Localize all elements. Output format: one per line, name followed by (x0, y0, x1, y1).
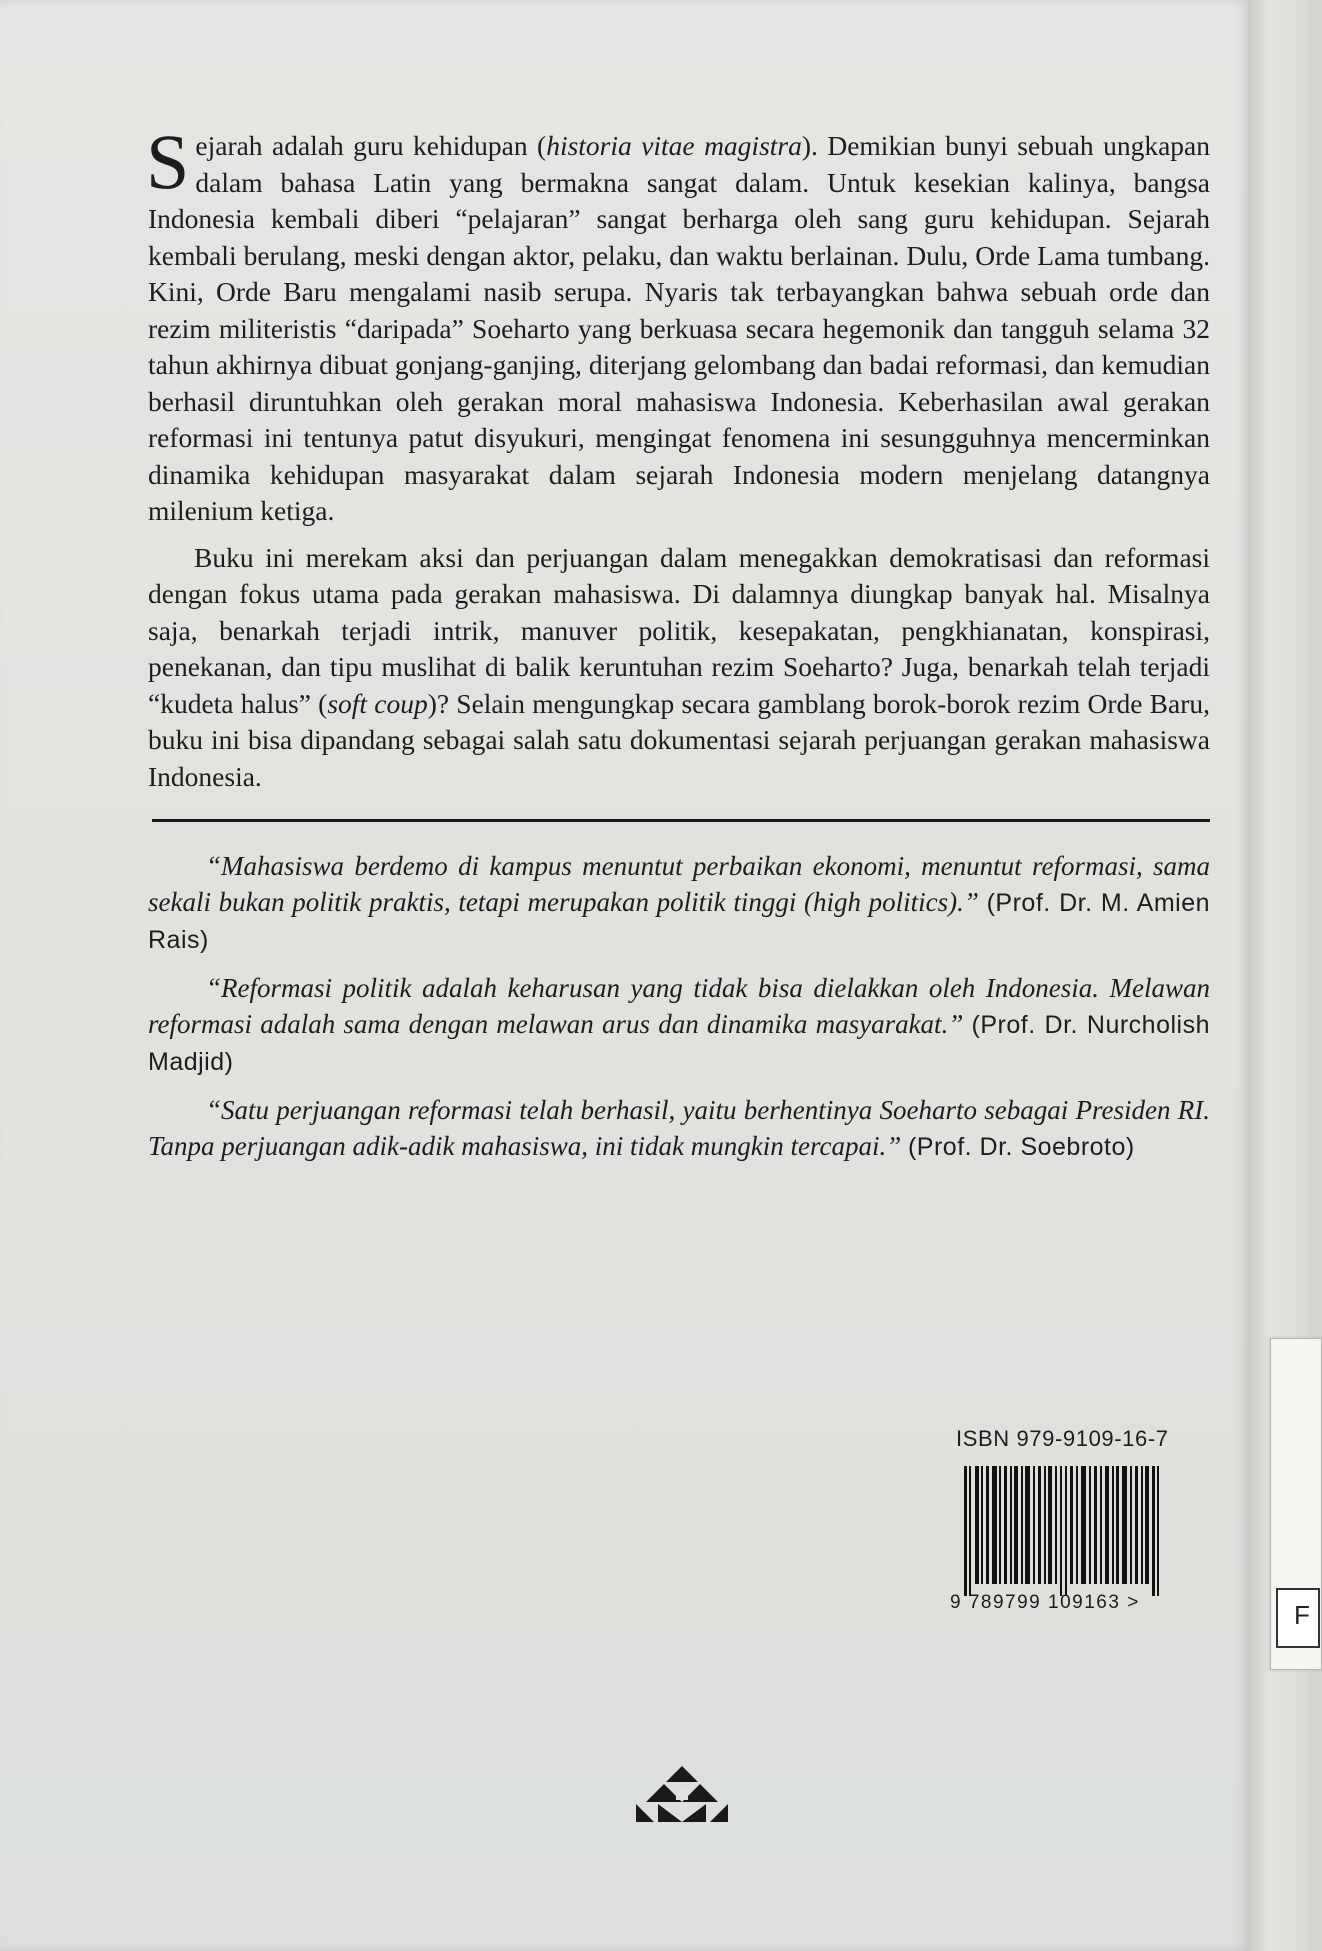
publisher-logo-icon (632, 1764, 732, 1824)
para2-italic: soft coup (327, 687, 428, 719)
quote-source: (Prof. Dr. M. Amien Rais) (148, 889, 1211, 954)
quote-text: “Mahasiswa berdemo di kampus menuntut perbaikan ekonomi, menuntut reformasi, sama sekali bukan politik praktis, tetapi merupakan politik tinggi (high politics).” (148, 851, 1210, 917)
para2-text-b: )? Selain mengungkap secara gamblang borok-borok rezim Orde Baru, buku ini bisa dipandang sebagai salah satu dokumentasi sejarah perjuangan gerakan mahasiswa Indonesia. (148, 687, 1210, 792)
quote-soebroto (148, 1092, 1210, 1165)
barcode-icon (950, 1466, 1190, 1624)
library-label-char: F (1294, 1600, 1310, 1630)
quote-amien-rais (148, 848, 1210, 958)
quote-text: “Satu perjuangan reformasi telah berhasil, yaitu berhentinya Soeharto sebagai Presiden RI. Tanpa perjuangan adik-adik mahasiswa, ini tidak mungkin tercapai.” (148, 1095, 1210, 1161)
drop-cap: S (146, 118, 190, 205)
barcode-digits: 9 789799 109163 > (950, 1592, 1140, 1613)
quote-text: “Reformasi politik adalah keharusan yang tidak bisa dielakkan oleh Indonesia. Melawan reformasi adalah sama dengan melawan arus dan dinamika masyarakat.” (148, 973, 1210, 1039)
quote-source: (Prof. Dr. Soebroto) (907, 1133, 1135, 1161)
isbn-label: ISBN 979-9109-16-7 (956, 1426, 1169, 1451)
quote-nurcholish-madjid (148, 970, 1210, 1080)
para1-text-a: ejarah adalah guru kehidupan ( (195, 130, 547, 161)
blurb-paragraph-2 (148, 540, 1210, 796)
isbn-block (950, 1426, 1200, 1624)
para1-text-b: ). Demikian bunyi sebuah ungkapan dalam bahasa Latin yang bermakna sangat dalam. Untuk kesekian kalinya, bangsa Indonesia kembali diberi “pelajaran” sangat berharga oleh sang guru kehidupan. Sejarah kembali berulang, meski dengan aktor, pelaku, dan waktu berlainan. Dulu, Orde Lama tumbang. Kini, Orde Baru mengalami nasib serupa. Nyaris tak terbayangkan bahwa sebuah orde dan rezim militeristis “daripada” Soeharto yang berkuasa secara hegemonik dan tangguh selama 32 tahun akhirnya dibuat gonjang-ganjing, diterjang gelombang dan badai reformasi, dan kemudian berhasil diruntuhkan oleh gerakan moral mahasiswa Indonesia. Keberhasilan awal gerakan reformasi ini tentunya patut disyukuri, mengingat fenomena ini sesungguhnya mencerminkan dinamika kehidupan masyarakat dalam sejarah Indonesia modern menjelang datangnya milenium ketiga. (148, 130, 1211, 526)
blurb-content (146, 118, 1211, 1177)
para1-italic: historia vitae magistra (546, 130, 802, 161)
quote-source: (Prof. Dr. Nurcholish Madjid) (148, 1011, 1211, 1076)
blurb-paragraph-1 (146, 118, 1211, 530)
section-divider (152, 819, 1210, 822)
para2-text-a: Buku ini merekam aksi dan perjuangan dalam menegakkan demokratisasi dan reformasi dengan fokus utama pada gerakan mahasiswa. Di dalamnya diungkap banyak hal. Misalnya saja, benarkah terjadi intrik, manuver politik, kesepakatan, pengkhianatan, konspirasi, penekanan, dan tipu muslihat di balik keruntuhan rezim Soeharto? Juga, benarkah telah terjadi “kudeta halus” ( (148, 541, 1210, 719)
